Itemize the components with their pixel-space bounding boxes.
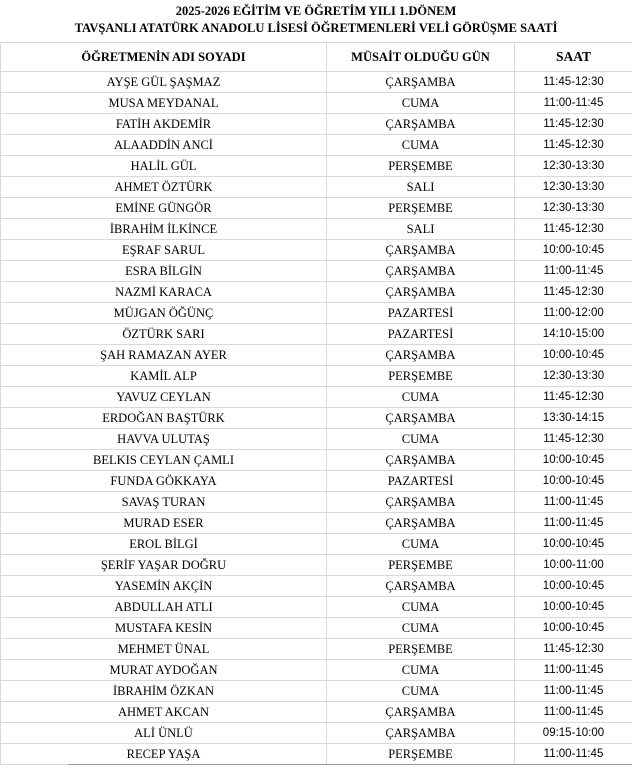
table-row	[1, 240, 632, 261]
available-day-cell[interactable]: PERŞEMBE	[327, 198, 515, 219]
table-row	[1, 450, 632, 471]
table-row	[1, 135, 632, 156]
meeting-time-cell[interactable]: 14:10-15:00	[515, 324, 632, 345]
teacher-name-cell[interactable]: AHMET ÖZTÜRK	[1, 177, 327, 198]
document-title-year: 2025-2026 EĞİTİM VE ÖĞRETİM YILI 1.DÖNEM	[0, 3, 632, 19]
meeting-time-cell[interactable]: 09:15-10:00	[515, 723, 632, 744]
teacher-name-cell[interactable]: EMİNE GÜNGÖR	[1, 198, 327, 219]
table-row	[1, 429, 632, 450]
meeting-time-cell[interactable]: 10:00-10:45	[515, 471, 632, 492]
available-day-cell[interactable]: PERŞEMBE	[327, 156, 515, 177]
table-row	[1, 72, 632, 93]
available-day-cell[interactable]: CUMA	[327, 93, 515, 114]
table-row	[1, 345, 632, 366]
teacher-name-cell[interactable]: HAVVA ULUTAŞ	[1, 429, 327, 450]
header-row	[1, 43, 632, 72]
teacher-name-cell[interactable]: ÖZTÜRK SARI	[1, 324, 327, 345]
available-day-cell[interactable]: ÇARŞAMBA	[327, 114, 515, 135]
table-row	[1, 471, 632, 492]
meeting-time-cell[interactable]: 11:00-11:45	[515, 681, 632, 702]
available-day-cell[interactable]: ÇARŞAMBA	[327, 72, 515, 93]
table-row	[1, 198, 632, 219]
meeting-time-cell[interactable]: 11:45-12:30	[515, 219, 632, 240]
document-title-school: TAVŞANLI ATATÜRK ANADOLU LİSESİ ÖĞRETMENLERİ VELİ GÖRÜŞME SAATİ	[0, 20, 632, 36]
table-row	[1, 513, 632, 534]
meeting-time-cell[interactable]: 11:00-12:00	[515, 303, 632, 324]
teacher-name-cell[interactable]: İBRAHİM ÖZKAN	[1, 681, 327, 702]
teacher-name-cell[interactable]: KAMİL ALP	[1, 366, 327, 387]
meeting-time-cell[interactable]: 10:00-10:45	[515, 597, 632, 618]
available-day-cell[interactable]: PERŞEMBE	[327, 555, 515, 576]
meeting-time-cell[interactable]: 11:45-12:30	[515, 387, 632, 408]
table-row	[1, 387, 632, 408]
table-row	[1, 660, 632, 681]
meeting-time-cell[interactable]: 12:30-13:30	[515, 156, 632, 177]
meeting-time-cell[interactable]: 13:30-14:15	[515, 408, 632, 429]
meeting-time-cell[interactable]: 11:00-11:45	[515, 702, 632, 723]
available-day-cell[interactable]: PAZARTESİ	[327, 324, 515, 345]
teacher-name-cell[interactable]: FATİH AKDEMİR	[1, 114, 327, 135]
available-day-cell[interactable]: ÇARŞAMBA	[327, 282, 515, 303]
meeting-time-cell[interactable]: 11:45-12:30	[515, 282, 632, 303]
meeting-time-cell[interactable]: 12:30-13:30	[515, 177, 632, 198]
available-day-cell[interactable]: SALI	[327, 219, 515, 240]
meeting-time-cell[interactable]: 12:30-13:30	[515, 366, 632, 387]
meeting-time-cell[interactable]: 10:00-10:45	[515, 534, 632, 555]
available-day-cell[interactable]: ÇARŞAMBA	[327, 345, 515, 366]
teacher-name-cell[interactable]: MÜJGAN ÖĞÜNÇ	[1, 303, 327, 324]
meeting-time-cell[interactable]: 10:00-10:45	[515, 450, 632, 471]
available-day-cell[interactable]: ÇARŞAMBA	[327, 576, 515, 597]
meeting-time-cell[interactable]: 10:00-10:45	[515, 240, 632, 261]
available-day-cell[interactable]: ÇARŞAMBA	[327, 513, 515, 534]
meeting-time-cell[interactable]: 11:00-11:45	[515, 660, 632, 681]
available-day-cell[interactable]: CUMA	[327, 429, 515, 450]
table-row	[1, 618, 632, 639]
teacher-name-cell[interactable]: NAZMİ KARACA	[1, 282, 327, 303]
meeting-time-cell[interactable]: 12:30-13:30	[515, 198, 632, 219]
meeting-time-cell[interactable]: 10:00-11:00	[515, 555, 632, 576]
teacher-name-cell[interactable]: AYŞE GÜL ŞAŞMAZ	[1, 72, 327, 93]
available-day-cell[interactable]: SALI	[327, 177, 515, 198]
teacher-name-cell[interactable]: ESRA BİLGİN	[1, 261, 327, 282]
teacher-name-cell[interactable]: İBRAHİM İLKİNCE	[1, 219, 327, 240]
teacher-name-cell[interactable]: MUSTAFA KESİN	[1, 618, 327, 639]
teacher-name-cell[interactable]: MURAT AYDOĞAN	[1, 660, 327, 681]
available-day-cell[interactable]: ÇARŞAMBA	[327, 723, 515, 744]
teacher-name-cell[interactable]: MURAD ESER	[1, 513, 327, 534]
meeting-time-cell[interactable]: 10:00-10:45	[515, 618, 632, 639]
available-day-cell[interactable]: ÇARŞAMBA	[327, 702, 515, 723]
available-day-cell[interactable]: CUMA	[327, 135, 515, 156]
teacher-name-cell[interactable]: MUSA MEYDANAL	[1, 93, 327, 114]
teacher-name-cell[interactable]: ERDOĞAN BAŞTÜRK	[1, 408, 327, 429]
column-header-day[interactable]: MÜSAİT OLDUĞU GÜN	[327, 43, 515, 72]
table-row	[1, 177, 632, 198]
table-row	[1, 492, 632, 513]
sheet-selection-edge	[68, 764, 632, 769]
available-day-cell[interactable]: PERŞEMBE	[327, 639, 515, 660]
schedule-table	[0, 42, 632, 765]
teacher-name-cell[interactable]: EROL BİLGİ	[1, 534, 327, 555]
available-day-cell[interactable]: ÇARŞAMBA	[327, 408, 515, 429]
meeting-time-cell[interactable]: 10:00-10:45	[515, 576, 632, 597]
table-row	[1, 303, 632, 324]
table-row	[1, 744, 632, 765]
table-row	[1, 597, 632, 618]
available-day-cell[interactable]: PAZARTESİ	[327, 471, 515, 492]
table-row	[1, 534, 632, 555]
table-row	[1, 576, 632, 597]
table-row	[1, 639, 632, 660]
meeting-time-cell[interactable]: 10:00-10:45	[515, 345, 632, 366]
teacher-name-cell[interactable]: RECEP YAŞA	[1, 744, 327, 765]
table-row	[1, 114, 632, 135]
table-row	[1, 408, 632, 429]
column-header-time[interactable]: SAAT	[515, 43, 632, 72]
teacher-name-cell[interactable]: YASEMİN AKÇİN	[1, 576, 327, 597]
available-day-cell[interactable]: CUMA	[327, 618, 515, 639]
available-day-cell[interactable]: PAZARTESİ	[327, 303, 515, 324]
meeting-time-cell[interactable]: 11:00-11:45	[515, 492, 632, 513]
teacher-name-cell[interactable]: ŞERİF YAŞAR DOĞRU	[1, 555, 327, 576]
available-day-cell[interactable]: ÇARŞAMBA	[327, 261, 515, 282]
meeting-time-cell[interactable]: 11:00-11:45	[515, 261, 632, 282]
table-row	[1, 681, 632, 702]
available-day-cell[interactable]: PERŞEMBE	[327, 744, 515, 765]
available-day-cell[interactable]: ÇARŞAMBA	[327, 240, 515, 261]
available-day-cell[interactable]: PERŞEMBE	[327, 366, 515, 387]
meeting-time-cell[interactable]: 11:00-11:45	[515, 513, 632, 534]
meeting-time-cell[interactable]: 11:45-12:30	[515, 135, 632, 156]
teacher-name-cell[interactable]: EŞRAF SARUL	[1, 240, 327, 261]
available-day-cell[interactable]: CUMA	[327, 681, 515, 702]
meeting-time-cell[interactable]: 11:00-11:45	[515, 93, 632, 114]
table-row	[1, 555, 632, 576]
meeting-time-cell[interactable]: 11:45-12:30	[515, 639, 632, 660]
schedule-rows	[1, 72, 632, 765]
table-row	[1, 282, 632, 303]
teacher-name-cell[interactable]: MEHMET ÜNAL	[1, 639, 327, 660]
table-row	[1, 261, 632, 282]
column-header-name[interactable]: ÖĞRETMENİN ADI SOYADI	[1, 43, 327, 72]
table-row	[1, 93, 632, 114]
table-row	[1, 702, 632, 723]
available-day-cell[interactable]: ÇARŞAMBA	[327, 492, 515, 513]
meeting-time-cell[interactable]: 11:45-12:30	[515, 72, 632, 93]
teacher-name-cell[interactable]: ALAADDİN ANCİ	[1, 135, 327, 156]
meeting-time-cell[interactable]: 11:45-12:30	[515, 429, 632, 450]
teacher-name-cell[interactable]: ŞAH RAMAZAN AYER	[1, 345, 327, 366]
teacher-name-cell[interactable]: AHMET AKCAN	[1, 702, 327, 723]
available-day-cell[interactable]: CUMA	[327, 660, 515, 681]
teacher-name-cell[interactable]: SAVAŞ TURAN	[1, 492, 327, 513]
table-row	[1, 366, 632, 387]
available-day-cell[interactable]: CUMA	[327, 597, 515, 618]
teacher-name-cell[interactable]: YAVUZ CEYLAN	[1, 387, 327, 408]
teacher-name-cell[interactable]: HALİL GÜL	[1, 156, 327, 177]
available-day-cell[interactable]: ÇARŞAMBA	[327, 450, 515, 471]
teacher-name-cell[interactable]: ABDULLAH ATLI	[1, 597, 327, 618]
teacher-name-cell[interactable]: FUNDA GÖKKAYA	[1, 471, 327, 492]
meeting-time-cell[interactable]: 11:00-11:45	[515, 744, 632, 765]
table-row	[1, 219, 632, 240]
table-row	[1, 156, 632, 177]
teacher-name-cell[interactable]: BELKIS CEYLAN ÇAMLI	[1, 450, 327, 471]
table-row	[1, 324, 632, 345]
teacher-name-cell[interactable]: ALİ ÜNLÜ	[1, 723, 327, 744]
available-day-cell[interactable]: CUMA	[327, 534, 515, 555]
meeting-time-cell[interactable]: 11:45-12:30	[515, 114, 632, 135]
table-row	[1, 723, 632, 744]
available-day-cell[interactable]: CUMA	[327, 387, 515, 408]
